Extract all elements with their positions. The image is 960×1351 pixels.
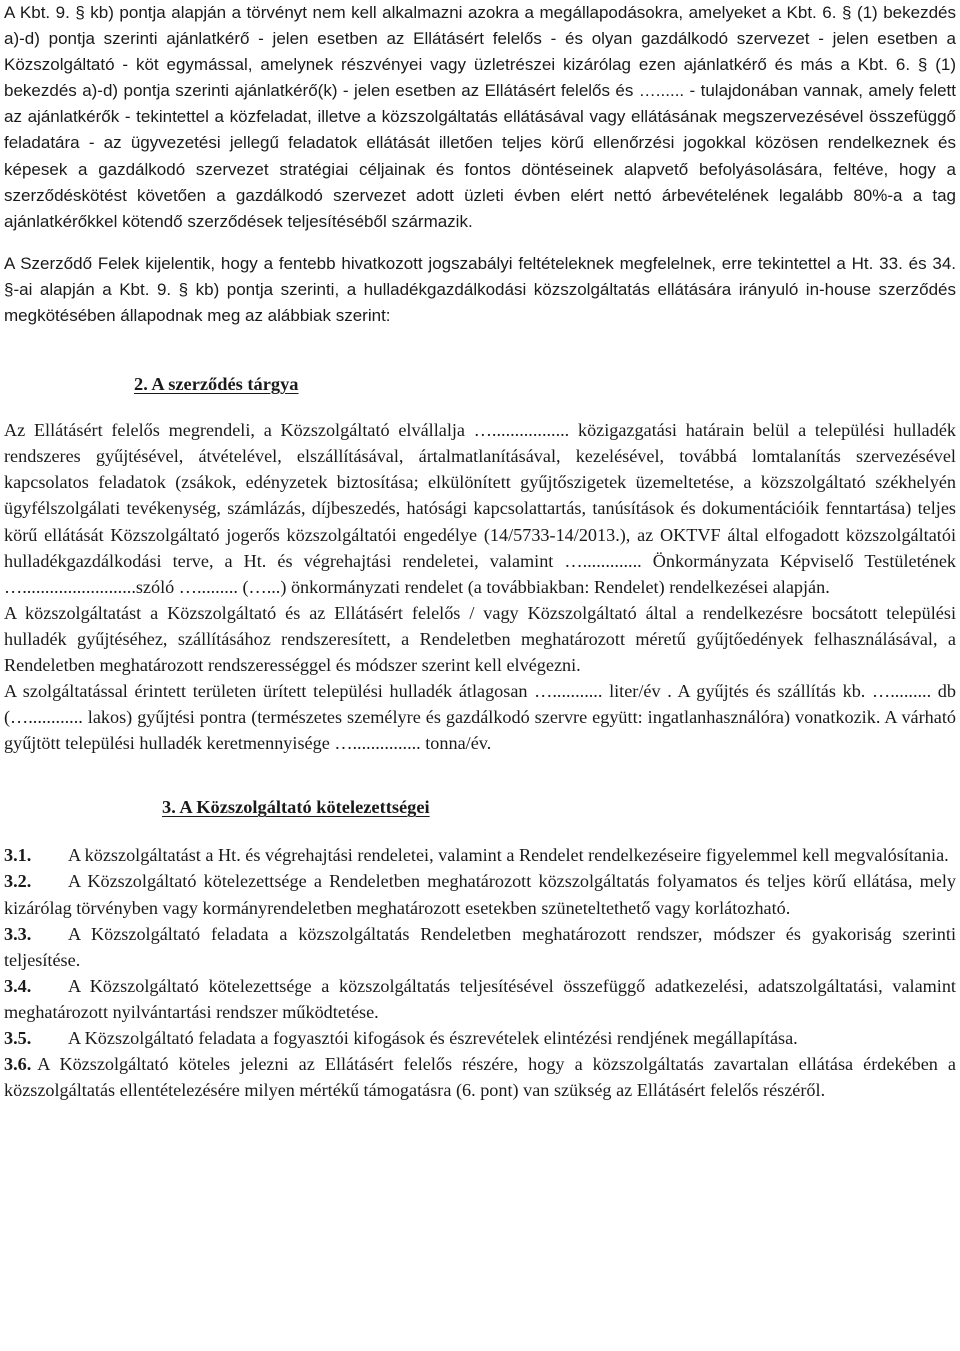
- item-text: A közszolgáltatást a Ht. és végrehajtási rendeletei, valamint a Rendelet rendelkezéseire figyelemmel kell megvalósítania.: [68, 845, 949, 866]
- item-number: 3.5.: [4, 1028, 32, 1048]
- list-item: [4, 921, 956, 973]
- list-item: [4, 868, 956, 920]
- item-number: 3.1.: [4, 845, 32, 866]
- item-number: 3.3.: [4, 923, 32, 944]
- item-text: A Közszolgáltató köteles jelezni az Ellátásért felelős részére, hogy a közszolgáltatás zavartalan ellátása érdekében a közszolgáltatás ellentételezésére milyen mértékű támogatásra (6. pont) van szükség az Ellátásért felelős részéről.: [4, 1054, 956, 1101]
- list-item: [4, 842, 956, 868]
- section-2-paragraph-3: A szolgáltatással érintett területen ürített települési hulladék átlagosan …........... liter/év . A gyűjtés és szállítás kb. …......... db (…............ lakos) gyűjtési pontra (természetes személyre és gazdálkodó szervre együtt: ingatlanhasználóra) vonatkozik. A várható gyűjtött települési hulladék keretmennyisége …............... tonna/év.: [4, 681, 956, 754]
- section-3-heading: 3. A Közszolgáltató kötelezettségei: [162, 797, 430, 818]
- list-item: [4, 1051, 956, 1103]
- list-item: [4, 973, 956, 1025]
- item-number: 3.2.: [4, 871, 32, 892]
- section-2-paragraph-1: Az Ellátásért felelős megrendeli, a Közszolgáltató elvállalja …................. közigazgatási határain belül a települési hulladék rendszeres gyűjtésével, átvételével, elszállításával, ártalmatlanításával, kezelésével, továbbá lomtalanítás szervezésével kapcsolatos feladatok (zsákok, edényzetek biztosítása; elkülönített gyűjtőszigetek üzemeltetése, a közszolgáltató székhelyén ügyfélszolgálati tevékenység, számlázás, díjbeszedés, hatósági kapcsolattartás, tanúsítások és dokumentációik fenntartása) teljes körű ellátását Közszolgáltató jogerős közszolgáltatói engedélye (14/5733-14/2013.), az OKTVF által elfogadott közszolgáltatói hulladékgazdálkodási terve, a Ht. és végrehajtási rendeletei, valamint …............. Önkormányzata Képviselő Testületének ….........................szóló …......... (…...) önkormányzati rendelet (a továbbiakban: Rendelet) rendelkezései alapján.: [4, 420, 956, 597]
- item-text: A Közszolgáltató feladata a fogyasztói kifogások és észrevételek elintézési rendjének megállapítása.: [68, 1028, 798, 1048]
- declaration-paragraph: A Szerződő Felek kijelentik, hogy a fentebb hivatkozott jogszabályi feltételeknek megfelelnek, erre tekintettel a Ht. 33. és 34. §-ai alapján a Kbt. 9. § kb) pontja szerinti, a hulladékgazdálkodási közszolgáltatás ellátására irányuló in-house szerződés megkötésében állapodnak meg az alábbiak szerint:: [4, 253, 956, 326]
- list-item: [4, 1025, 956, 1051]
- section-2-paragraph-2: A közszolgáltatást a Közszolgáltató és az Ellátásért felelős / vagy Közszolgáltató által a rendelkezésre bocsátott települési hulladék gyűjtéséhez, szállításához rendszeresített, a Rendeletben meghatározott méretű gyűjtőedények felhasználásával, a Rendeletben meghatározott rendszerességgel és módszer szerint kell elvégezni.: [4, 602, 956, 675]
- item-text: A Közszolgáltató kötelezettsége a közszolgáltatás teljesítésével összefüggő adatkezelési, adatszolgáltatási, valamint meghatározott nyilvántartási rendszer működtetése.: [4, 975, 956, 1022]
- item-text: A Közszolgáltató kötelezettsége a Rendeletben meghatározott közszolgáltatás folyamatos és teljes körű ellátása, mely kizárólag törvényben vagy kormányrendeletben meghatározott esetekben szüneteltethető vagy korlátozható.: [4, 871, 956, 918]
- section-2-heading: 2. A szerződés tárgya: [134, 374, 299, 395]
- item-number: 3.4.: [4, 975, 32, 996]
- item-number: 3.6.: [4, 1054, 32, 1075]
- intro-paragraph: A Kbt. 9. § kb) pontja alapján a törvényt nem kell alkalmazni azokra a megállapodásokra, amelyeket a Kbt. 6. § (1) bekezdés a)-d) pontja szerinti ajánlatkérő - jelen esetben az Ellátásért felelős - és olyan gazdálkodó szervezet - jelen esetben a Közszolgáltató - köt egymással, amelynek részvényei vagy üzletrészei kizárólag ezen ajánlatkérő és más a Kbt. 6. § (1) bekezdés a)-d) pontja szerinti ajánlatkérő(k) - jelen esetben az Ellátásért felelős és …...... - tulajdonában vannak, amely felett az ajánlatkérők - tekintettel a közfeladat, illetve a közszolgáltatás ellátásával vagy ellátásának megszervezésével összefüggő feladatára - az ügyvezetési jellegű feladatok ellátását illetően teljes körű ellenőrzési jogokkal közösen rendelkeznek és képesek a gazdálkodó szervezet stratégiai céljainak és fontos döntéseinek alapvető befolyásolására, feltéve, hogy a szerződéskötést követően a gazdálkodó szervezet adott üzleti évben elért nettó árbevételének legalább 80%-a a tag ajánlatkérőkkel kötendő szerződések teljesítéséből származik.: [4, 3, 956, 231]
- item-text: A Közszolgáltató feladata a közszolgáltatás Rendeletben meghatározott rendszer, módszer és gyakoriság szerinti teljesítése.: [4, 923, 956, 970]
